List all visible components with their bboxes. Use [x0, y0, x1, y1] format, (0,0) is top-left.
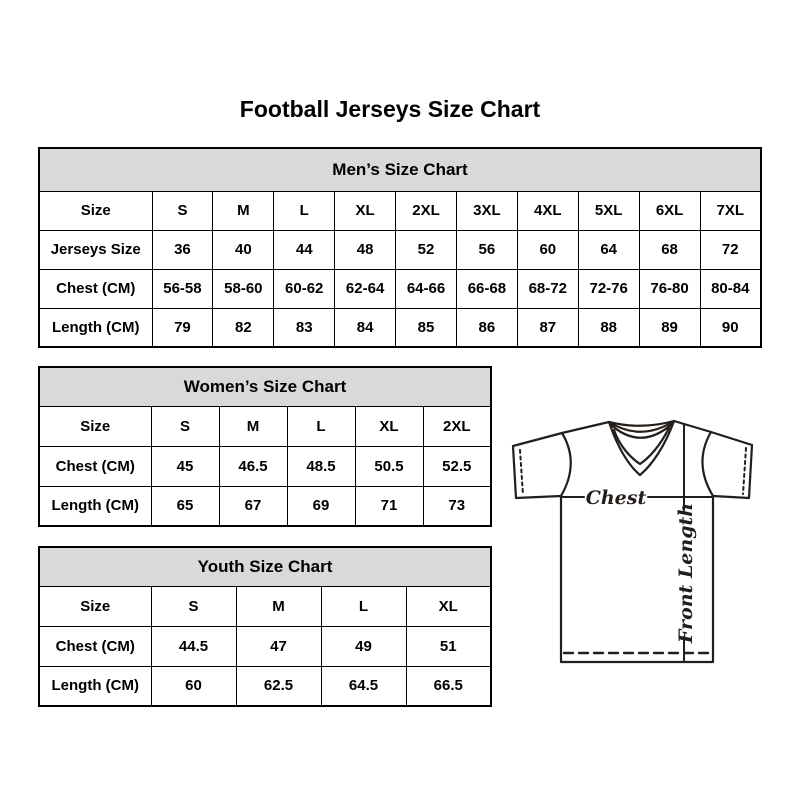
table-cell: 80-84 [700, 269, 761, 308]
table-row [39, 367, 491, 406]
column-header: Size [39, 191, 152, 230]
table-row [39, 406, 491, 446]
table-cell: 60-62 [274, 269, 335, 308]
column-header: M [236, 586, 321, 626]
row-label: Chest (CM) [39, 269, 152, 308]
column-header: 6XL [639, 191, 700, 230]
column-header: L [321, 586, 406, 626]
table-cell: 44.5 [151, 626, 236, 666]
table-cell: 72 [700, 230, 761, 269]
mens-size-table [38, 147, 762, 348]
mens-table-title: Men’s Size Chart [39, 148, 761, 191]
front-length-label: Front Length [675, 502, 697, 644]
table-cell: 51 [406, 626, 491, 666]
column-header: S [151, 406, 219, 446]
table-cell: 79 [152, 308, 213, 347]
table-cell: 67 [219, 486, 287, 526]
row-label: Length (CM) [39, 486, 151, 526]
chest-label: Chest [585, 487, 647, 509]
table-cell: 69 [287, 486, 355, 526]
table-row [39, 586, 491, 626]
table-cell: 60 [151, 666, 236, 706]
row-label: Jerseys Size [39, 230, 152, 269]
table-cell: 52.5 [423, 446, 491, 486]
table-cell: 48 [335, 230, 396, 269]
table-cell: 90 [700, 308, 761, 347]
table-cell: 71 [355, 486, 423, 526]
table-cell: 64-66 [396, 269, 457, 308]
column-header: 4XL [517, 191, 578, 230]
table-cell: 36 [152, 230, 213, 269]
table-cell: 76-80 [639, 269, 700, 308]
column-header: XL [335, 191, 396, 230]
table-cell: 52 [396, 230, 457, 269]
youth-table-title: Youth Size Chart [39, 547, 491, 586]
table-cell: 84 [335, 308, 396, 347]
table-cell: 85 [396, 308, 457, 347]
table-row [39, 486, 491, 526]
page-title: Football Jerseys Size Chart [239, 96, 541, 122]
row-label: Length (CM) [39, 666, 151, 706]
jersey-measurement-diagram [500, 400, 780, 690]
womens-table-title: Women’s Size Chart [39, 367, 491, 406]
table-cell: 44 [274, 230, 335, 269]
column-header: XL [406, 586, 491, 626]
column-header: S [151, 586, 236, 626]
column-header: Size [39, 406, 151, 446]
table-cell: 45 [151, 446, 219, 486]
row-label: Chest (CM) [39, 446, 151, 486]
table-row [39, 666, 491, 706]
table-cell: 66.5 [406, 666, 491, 706]
table-cell: 66-68 [456, 269, 517, 308]
table-cell: 62.5 [236, 666, 321, 706]
table-cell: 62-64 [335, 269, 396, 308]
column-header: 2XL [423, 406, 491, 446]
table-row [39, 148, 761, 191]
column-header: XL [355, 406, 423, 446]
womens-size-table [38, 366, 492, 527]
column-header: M [219, 406, 287, 446]
table-cell: 60 [517, 230, 578, 269]
table-row [39, 191, 761, 230]
table-cell: 65 [151, 486, 219, 526]
table-cell: 87 [517, 308, 578, 347]
table-cell: 86 [456, 308, 517, 347]
table-cell: 73 [423, 486, 491, 526]
column-header: M [213, 191, 274, 230]
table-cell: 48.5 [287, 446, 355, 486]
column-header: L [287, 406, 355, 446]
table-cell: 58-60 [213, 269, 274, 308]
table-cell: 64.5 [321, 666, 406, 706]
column-header: Size [39, 586, 151, 626]
table-cell: 56 [456, 230, 517, 269]
column-header: 2XL [396, 191, 457, 230]
table-cell: 46.5 [219, 446, 287, 486]
table-row [39, 308, 761, 347]
row-label: Length (CM) [39, 308, 152, 347]
table-cell: 50.5 [355, 446, 423, 486]
table-cell: 47 [236, 626, 321, 666]
table-row [39, 446, 491, 486]
youth-size-table [38, 546, 492, 707]
table-cell: 83 [274, 308, 335, 347]
table-row [39, 626, 491, 666]
table-cell: 49 [321, 626, 406, 666]
table-cell: 72-76 [578, 269, 639, 308]
table-cell: 56-58 [152, 269, 213, 308]
row-label: Chest (CM) [39, 626, 151, 666]
column-header: 5XL [578, 191, 639, 230]
table-cell: 89 [639, 308, 700, 347]
column-header: 3XL [456, 191, 517, 230]
table-row [39, 230, 761, 269]
column-header: S [152, 191, 213, 230]
table-cell: 68-72 [517, 269, 578, 308]
table-cell: 82 [213, 308, 274, 347]
table-row [39, 547, 491, 586]
table-cell: 40 [213, 230, 274, 269]
table-cell: 64 [578, 230, 639, 269]
table-cell: 68 [639, 230, 700, 269]
column-header: 7XL [700, 191, 761, 230]
table-row [39, 269, 761, 308]
table-cell: 88 [578, 308, 639, 347]
column-header: L [274, 191, 335, 230]
